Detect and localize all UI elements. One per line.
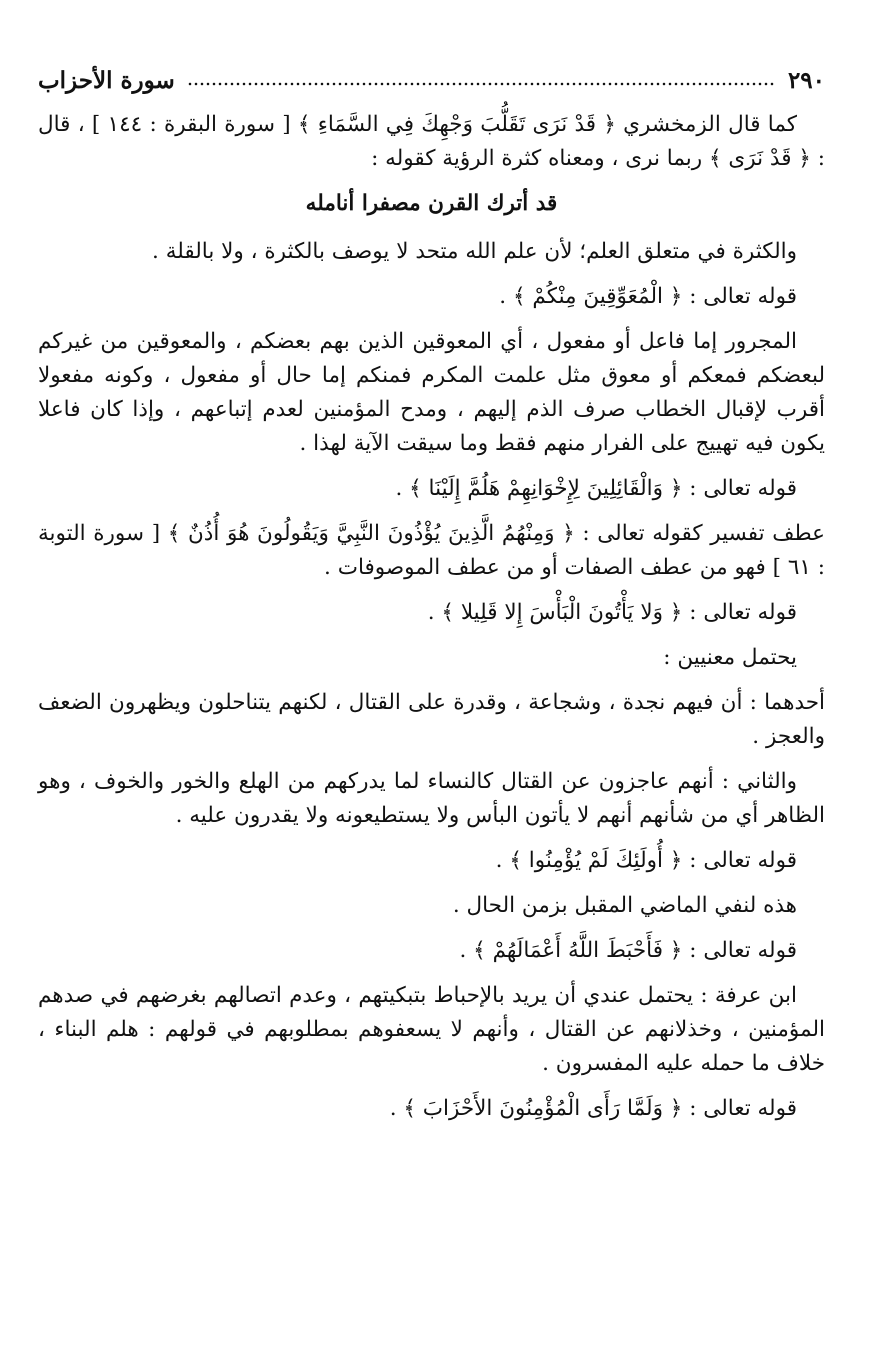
paragraph-two-meanings: يحتمل معنيين : bbox=[663, 645, 797, 670]
paragraph-zamakhshari-quote: كما قال الزمخشري ﴿ قَدْ نَرَى تَقَلُّبَ وَجْهِكَ فِي السَّمَاءِ ﴾ [ سورة البقرة : ١٤٤ ] ، قال : ﴿ قَدْ نَرَى ﴾ ربما نرى ، ومعناه كثرة الرؤية كقوله : bbox=[38, 112, 825, 171]
verse-heading-la-yatun: قوله تعالى : ﴿ وَلا يَأْتُونَ الْبَأْسَ إِلا قَلِيلا ﴾ . bbox=[427, 600, 797, 625]
surah-title: سورة الأحزاب bbox=[38, 66, 175, 94]
poetry-verse: قد أترك القرن مصفرا أنامله bbox=[305, 191, 558, 216]
page-number: ٢٩٠ bbox=[787, 66, 825, 94]
paragraph-atf-tafsir: عطف تفسير كقوله تعالى : ﴿ وَمِنْهُمُ الَّذِينَ يُؤْذُونَ النَّبِيَّ وَيَقُولُونَ هُوَ أُذُنٌ ﴾ [ سورة التوبة : ٦١ ] فهو من عطف الصفات أو من عطف الموصوفات . bbox=[38, 521, 825, 580]
paragraph-first-meaning: أحدهما : أن فيهم نجدة ، وشجاعة ، وقدرة على القتال ، لكنهم يتناحلون ويظهرون الضعف والعجز . bbox=[38, 690, 825, 749]
page-header bbox=[38, 60, 825, 100]
paragraph-majrur: المجرور إما فاعل أو مفعول ، أي المعوقين الذين بهم بعضكم ، والمعوقين من غيركم لبعضكم فمعكم أو معوق مثل علمت المكرم فمنكم إما حال أو مفعول ، وكونه مفعولا أقرب لإقبال الخطاب صرف الذم إليهم ، ومدح المؤمنين لعدم إتباعهم ، وإذا كان فاعلا يكون فيه تهييج على الفرار منهم فقط وما سيقت الآية لهذا . bbox=[38, 329, 825, 456]
verse-heading-qailin: قوله تعالى : ﴿ وَالْقَائِلِينَ لِإِخْوَانِهِمْ هَلُمَّ إِلَيْنَا ﴾ . bbox=[395, 476, 797, 501]
paragraph-knowledge: والكثرة في متعلق العلم؛ لأن علم الله متحد لا يوصف بالكثرة ، ولا بالقلة . bbox=[152, 239, 797, 264]
verse-heading-muawwiqin: قوله تعالى : ﴿ الْمُعَوِّقِينَ مِنْكُمْ ﴾ . bbox=[499, 284, 797, 309]
verse-heading-ahbata: قوله تعالى : ﴿ فَأَحْبَطَ اللَّهُ أَعْمَالَهُمْ ﴾ . bbox=[459, 938, 797, 963]
verse-heading-ulaika: قوله تعالى : ﴿ أُولَئِكَ لَمْ يُؤْمِنُوا ﴾ . bbox=[495, 848, 797, 873]
paragraph-ibn-arafa: ابن عرفة : يحتمل عندي أن يريد بالإحباط بتبكيتهم ، وعدم اتصالهم بغرضهم في صدهم المؤمنين ، وخذلانهم عن القتال ، وأنهم لا يسعفوهم بمطلوبهم في قولهم : هلم البناء ، خلاف ما حمله عليه المفسرون . bbox=[38, 983, 825, 1076]
paragraph-second-meaning: والثاني : أنهم عاجزون عن القتال كالنساء لما يدركهم من الهلع والخور والخوف ، وهو الظاهر أي من شأنهم أنهم لا يأتون البأس ولا يستطيعونه ولا يقدرون عليه . bbox=[38, 769, 825, 828]
paragraph-negation: هذه لنفي الماضي المقبل بزمن الحال . bbox=[452, 893, 797, 918]
header-dotted-leader bbox=[187, 82, 776, 86]
page-body bbox=[38, 108, 825, 1137]
verse-heading-ahzab: قوله تعالى : ﴿ وَلَمَّا رَأَى الْمُؤْمِنُونَ الأَحْزَابَ ﴾ . bbox=[389, 1096, 797, 1121]
